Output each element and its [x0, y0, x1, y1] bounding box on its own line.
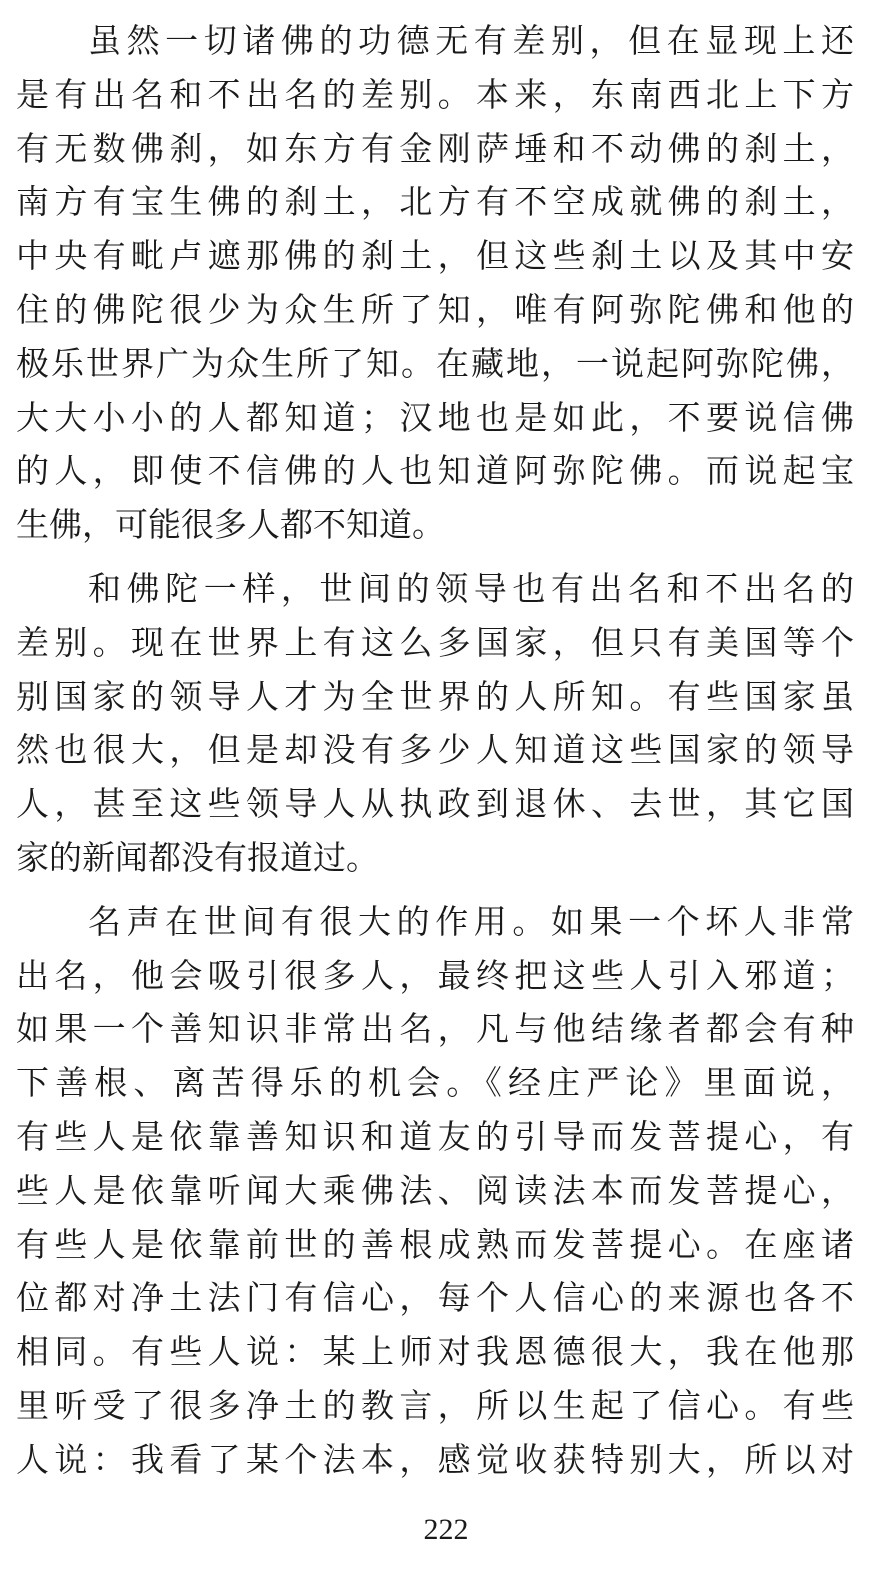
text-line: 人，甚至这些领导人从执政到退休、去世，其它国 — [16, 784, 854, 824]
text-line: 些人是依靠听闻大乘佛法、阅读法本而发菩提心， — [16, 1170, 854, 1210]
text-line: 人说：我看了某个法本，感觉收获特别大，所以对 — [16, 1439, 854, 1479]
text-line: 虽然一切诸佛的功德无有差别，但在显现上还 — [88, 21, 854, 60]
text-line: 南方有宝生佛的刹土，北方有不空成就佛的刹土， — [16, 182, 854, 222]
paragraph — [16, 14, 854, 552]
text-line: 如果一个善知识非常出名，凡与他结缘者都会有种 — [16, 1009, 854, 1049]
text-line: 有些人是依靠前世的善根成熟而发菩提心。在座诸 — [16, 1224, 854, 1264]
text-line: 生佛，可能很多人都不知道。 — [16, 505, 445, 545]
page-number: 222 — [423, 1513, 469, 1546]
text-line: 位都对净土法门有信心，每个人信心的来源也各不 — [16, 1278, 854, 1318]
text-line: 有些人是依靠善知识和道友的引导而发菩提心，有 — [16, 1116, 854, 1156]
paragraph — [16, 562, 854, 885]
text-line: 下善根、离苦得乐的机会。《经庄严论》里面说， — [16, 1063, 854, 1103]
text-line: 有无数佛刹，如东方有金刚萨埵和不动佛的刹土， — [16, 128, 854, 168]
text-line: 中央有毗卢遮那佛的刹土，但这些刹土以及其中安 — [16, 236, 854, 276]
text-line: 差别。现在世界上有这么多国家，但只有美国等个 — [16, 622, 854, 662]
text-line: 住的佛陀很少为众生所了知，唯有阿弥陀佛和他的 — [16, 289, 854, 329]
text-line: 极乐世界广为众生所了知。在藏地，一说起阿弥陀佛， — [16, 343, 854, 383]
page-body — [16, 14, 854, 1487]
text-line: 是有出名和不出名的差别。本来，东南西北上下方 — [16, 74, 854, 114]
text-line: 名声在世间有很大的作用。如果一个坏人非常 — [88, 901, 854, 941]
text-line: 的人，即使不信佛的人也知道阿弥陀佛。而说起宝 — [16, 451, 854, 491]
paragraph — [16, 895, 854, 1487]
text-line: 和佛陀一样，世间的领导也有出名和不出名的 — [88, 568, 854, 608]
text-line: 然也很大，但是却没有多少人知道这些国家的领导 — [16, 730, 854, 770]
text-line: 别国家的领导人才为全世界的人所知。有些国家虽 — [16, 676, 854, 716]
text-line: 相同。有些人说：某上师对我恩德很大，我在他那 — [16, 1332, 854, 1372]
text-line: 出名，他会吸引很多人，最终把这些人引入邪道； — [16, 955, 854, 995]
text-line: 家的新闻都没有报道过。 — [16, 837, 379, 877]
text-line: 大大小小的人都知道；汉地也是如此，不要说信佛 — [16, 397, 854, 437]
text-line: 里听受了很多净土的教言，所以生起了信心。有些 — [16, 1385, 854, 1425]
paragraph-gap — [16, 885, 854, 895]
paragraph-gap — [16, 552, 854, 562]
